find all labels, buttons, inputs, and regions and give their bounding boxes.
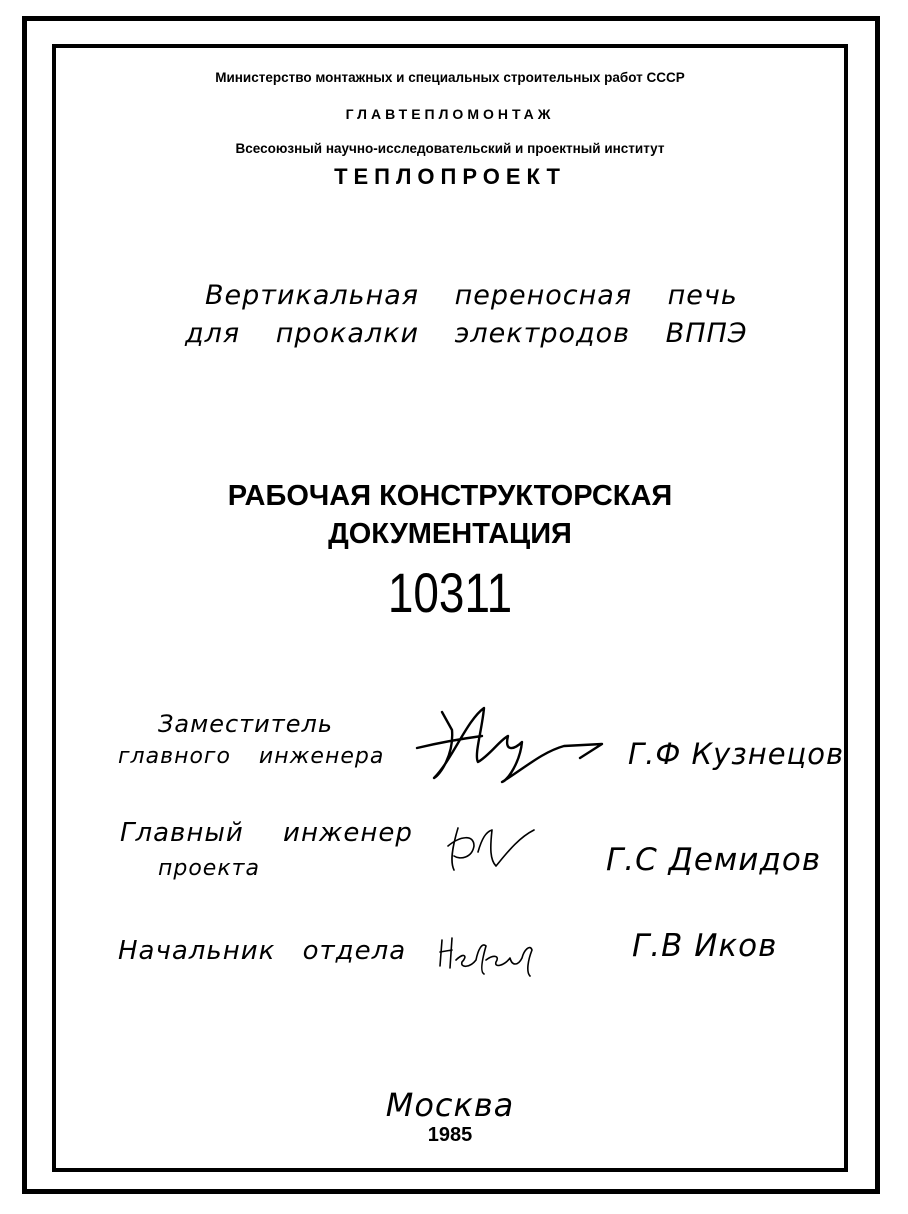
signature-icon <box>412 700 612 785</box>
signatory-2-role-line1: Главный инженер <box>120 818 413 848</box>
ministry-line: Министерство монтажных и специальных строительных работ СССР <box>215 70 685 85</box>
signature-icon <box>434 930 544 980</box>
institute-name: ТЕПЛОПРОЕКТ <box>334 164 566 189</box>
year: 1985 <box>427 1124 473 1146</box>
signatory-1-name: Г.Ф Кузнецов <box>628 737 845 771</box>
signatory-1-role-line1: Заместитель <box>158 710 333 738</box>
product-title-line2: для прокалки электродов ВППЭ <box>185 318 748 349</box>
document-code: 10311 <box>387 561 513 624</box>
document-type-line2: ДОКУМЕНТАЦИЯ <box>328 518 572 550</box>
signatory-2-role-line2: проекта <box>158 856 260 881</box>
document-type-line1: РАБОЧАЯ КОНСТРУКТОРСКАЯ <box>227 480 673 512</box>
signatory-3-name: Г.В Иков <box>632 928 778 964</box>
city: Москва <box>385 1086 515 1124</box>
signatory-1-role-line2: главного инженера <box>118 744 385 769</box>
signature-icon <box>438 818 548 878</box>
organization-line: ГЛАВТЕПЛОМОНТАЖ <box>345 106 555 122</box>
signatory-2-name: Г.С Демидов <box>606 842 822 878</box>
signatory-3-role: Начальник отдела <box>118 936 407 966</box>
product-title-line1: Вертикальная переносная печь <box>205 280 738 311</box>
institute-line: Всесоюзный научно-исследовательский и проектный институт <box>235 141 665 156</box>
